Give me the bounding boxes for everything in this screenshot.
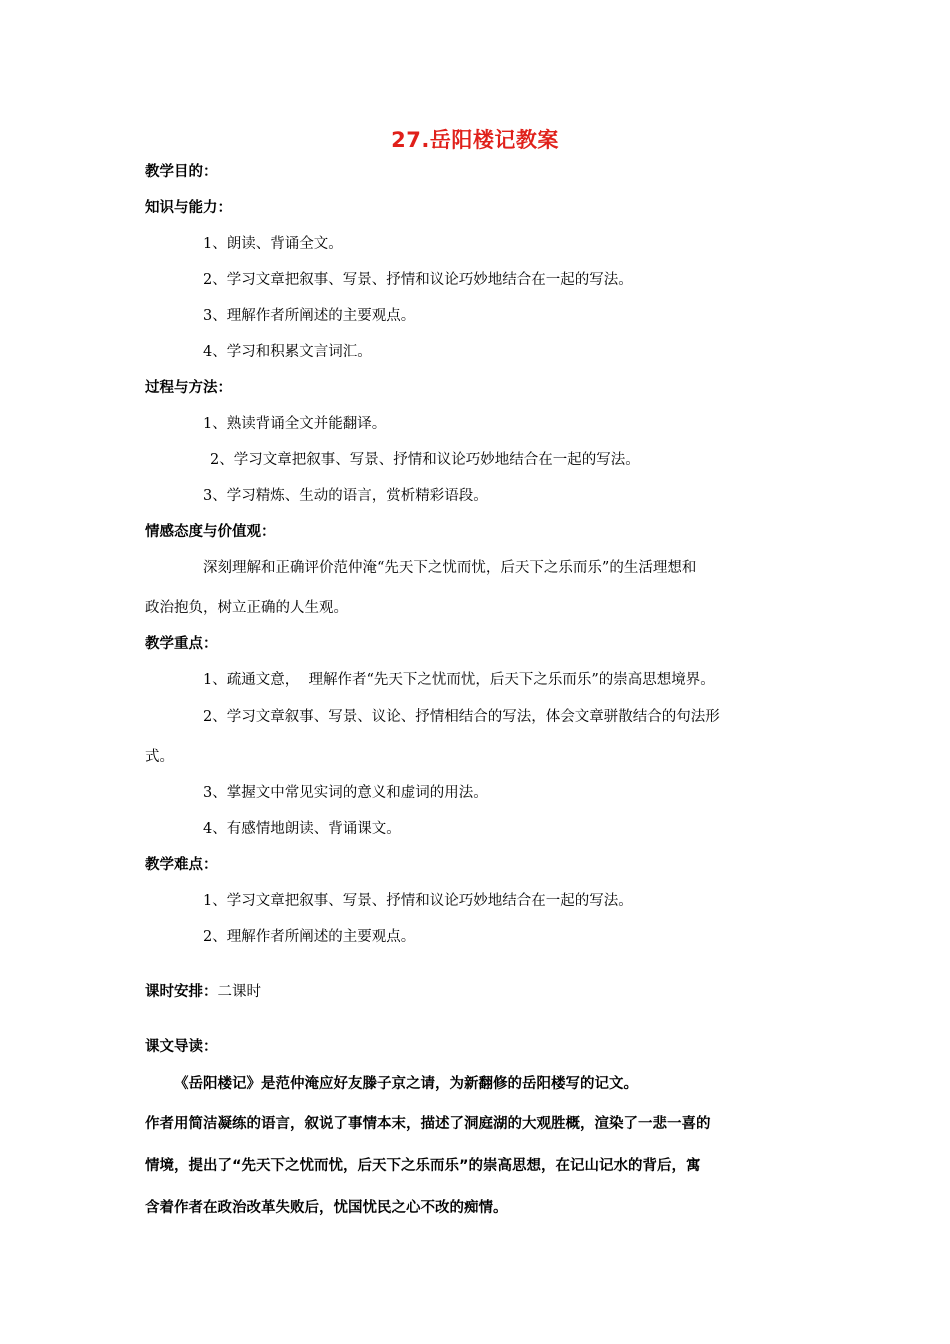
values-line-2: 政治抱负，树立正确的人生观。 [145, 600, 348, 616]
guide-line-2: 作者用简洁凝练的语言，叙说了事情本末，描述了洞庭湖的大观胜概，渲染了一悲一喜的 [145, 1116, 711, 1132]
document-title: 27.岳阳楼记教案 [391, 128, 559, 152]
key-point-item-1: 1、疏通文意， 理解作者“先天下之忧而忧，后天下之乐而乐”的崇高思想境界。 [203, 672, 715, 688]
key-points-heading: 教学重点： [145, 636, 218, 652]
values-line-1: 深刻理解和正确评价范仲淹“先天下之忧而忧，后天下之乐而乐”的生活理想和 [203, 560, 697, 576]
knowledge-item-2: 2、学习文章把叙事、写景、抒情和议论巧妙地结合在一起的写法。 [203, 272, 633, 288]
key-point-item-2-cont: 式。 [145, 749, 174, 765]
guide-heading: 课文导读： [145, 1039, 218, 1055]
guide-line-4: 含着作者在政治改革失败后，忧国忧民之心不改的痴情。 [145, 1200, 508, 1216]
schedule-line [145, 980, 261, 1001]
guide-line-3: 情境，提出了“先天下之忧而忧，后天下之乐而乐”的崇高思想，在记山记水的背后，寓 [145, 1158, 701, 1174]
process-item-1: 1、熟读背诵全文并能翻译。 [203, 416, 387, 432]
schedule-label: 课时安排： [145, 984, 218, 1000]
schedule-value: 二课时 [217, 984, 261, 1000]
key-point-item-4: 4、有感情地朗读、背诵课文。 [203, 821, 401, 837]
difficulty-item-2: 2、理解作者所阐述的主要观点。 [203, 929, 416, 945]
difficulty-item-1: 1、学习文章把叙事、写景、抒情和议论巧妙地结合在一起的写法。 [203, 893, 633, 909]
key-point-item-3: 3、掌握文中常见实词的意义和虚词的用法。 [203, 785, 488, 801]
knowledge-heading: 知识与能力： [145, 200, 232, 216]
objectives-heading: 教学目的： [145, 164, 218, 180]
key-point-item-2: 2、学习文章叙事、写景、议论、抒情相结合的写法，体会文章骈散结合的句法形 [203, 709, 720, 725]
knowledge-item-3: 3、理解作者所阐述的主要观点。 [203, 308, 416, 324]
values-heading: 情感态度与价值观： [145, 524, 276, 540]
process-item-3: 3、学习精炼、生动的语言，赏析精彩语段。 [203, 488, 488, 504]
difficulties-heading: 教学难点： [145, 857, 218, 873]
knowledge-item-4: 4、学习和积累文言词汇。 [203, 344, 372, 360]
knowledge-item-1: 1、朗读、背诵全文。 [203, 236, 343, 252]
process-heading: 过程与方法： [145, 380, 232, 396]
guide-line-1: 《岳阳楼记》是范仲淹应好友滕子京之请，为新翻修的岳阳楼写的记文。 [174, 1076, 638, 1092]
process-item-2: 2、学习文章把叙事、写景、抒情和议论巧妙地结合在一起的写法。 [210, 452, 640, 468]
